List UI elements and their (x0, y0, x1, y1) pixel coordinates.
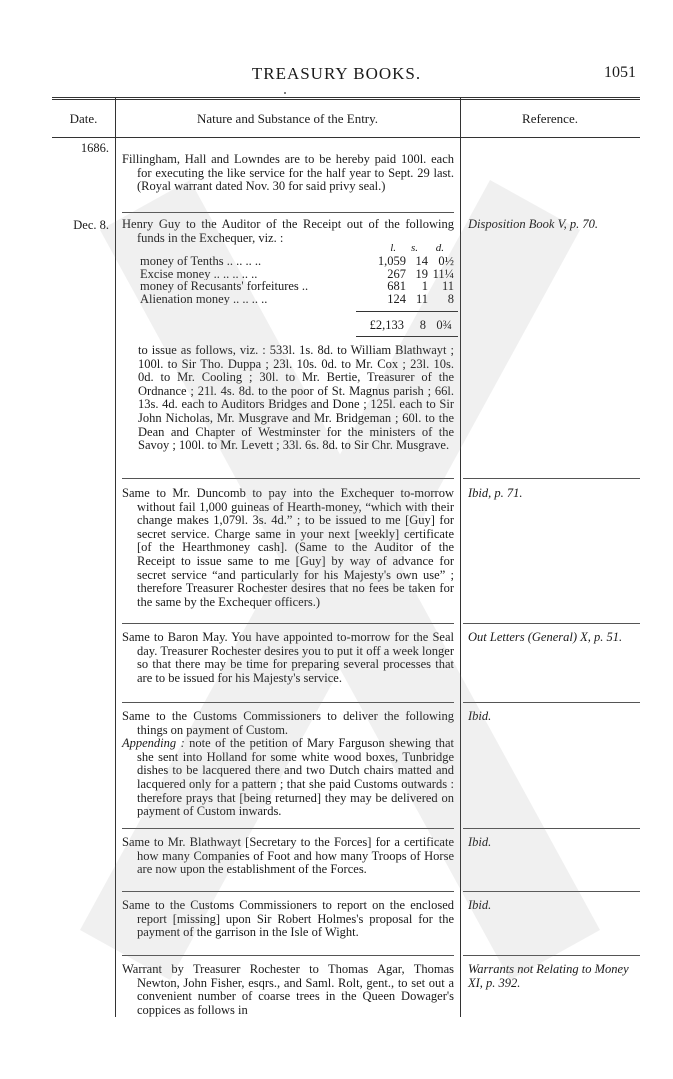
entry-divider (122, 702, 454, 703)
currency-units-header (358, 242, 458, 254)
entry-text (122, 487, 454, 609)
entry-paragraph: Fillingham, Hall and Lowndes are to be hereby paid 100l. each for executing the like service for the half year to Sept. 29 last. (Royal warrant dated Nov. 30 for said privy seal.) (122, 152, 454, 194)
fund-row (140, 280, 458, 293)
entry-text (122, 153, 454, 194)
column-header-entry: Nature and Substance of the Entry. (196, 111, 379, 126)
entry-reference (468, 899, 636, 913)
fund-pence: 8 (447, 291, 454, 306)
fund-shillings: 11 (415, 291, 428, 306)
entry-divider (122, 891, 454, 892)
reference-divider (463, 623, 640, 624)
total-pence: 0¾ (436, 318, 452, 332)
entry-text (122, 836, 454, 877)
header-dot (284, 92, 286, 94)
entry-divider (122, 955, 454, 956)
reference-text: Ibid. (468, 898, 492, 912)
entry-paragraph: Same to Baron May. You have appointed to-morrow for the Seal day. Treasurer Rochester desires you to put it off a week longer so that there may be time for preparing several processes that are to be issued for his Majesty's service. (122, 630, 454, 685)
reference-text: Warrants not Relating to Money XI, p. 392. (468, 962, 629, 990)
reference-text: Ibid. (468, 835, 492, 849)
column-header-date: Date. (69, 111, 98, 126)
entry-text (122, 963, 454, 1017)
reference-divider (463, 702, 640, 703)
reference-text: Out Letters (General) X, p. 51. (468, 630, 623, 644)
entry-reference (468, 963, 636, 990)
appending-label: Appending : (122, 736, 185, 751)
total-rule (356, 311, 458, 312)
reference-text: Ibid. (468, 709, 492, 723)
entry-paragraph: Same to the Customs Commissioners to deliver the following things on payment of Custom. (122, 709, 454, 737)
entry-paragraph: Henry Guy to the Auditor of the Receipt out of the following funds in the Exchequer, viz. : (122, 217, 454, 245)
entry-text (122, 899, 454, 940)
fund-label: money of Tenths .. .. .. .. (140, 255, 262, 268)
total-bottom-rule (356, 336, 458, 337)
fund-pounds: 681 (387, 279, 406, 294)
entry-date: Dec. 8. (73, 218, 109, 232)
table-top-rule-double (52, 99, 640, 100)
page-number: 1051 (604, 64, 636, 81)
entry-paragraph: Same to Mr. Blathwayt [Secretary to the Forces] for a certificate how many Companies of Foot and how many Troops of Horse are now upon the establishment of the Forces. (122, 835, 454, 877)
reference-text: Ibid, p. 71. (468, 486, 523, 500)
fund-pence: 11 (441, 279, 454, 294)
fund-pounds: 1,059 (377, 254, 406, 268)
entry-text (122, 710, 454, 819)
column-header-reference: Reference. (522, 111, 578, 126)
fund-row (140, 255, 458, 268)
entry-reference (468, 710, 636, 724)
total-pounds: £2,133 (369, 318, 404, 332)
fund-row (140, 268, 458, 281)
entry-divider (122, 478, 454, 479)
entry-divider (122, 623, 454, 624)
entry-divider (122, 212, 454, 213)
entry-date: 1686. (80, 141, 109, 155)
unit-shillings: s. (410, 242, 418, 254)
reference-divider (463, 955, 640, 956)
entry-reference (468, 836, 636, 850)
entry-divider (122, 828, 454, 829)
entry-paragraph: Warrant by Treasurer Rochester to Thomas Agar, Thomas Newton, John Fisher, esqrs., and Saml. Rolt, gent., to set out a convenient number of coarse trees in the Queen Dowager's coppices as follows in (122, 962, 454, 1017)
fund-pounds: 124 (387, 291, 406, 306)
fund-pounds: 267 (387, 266, 406, 281)
entry-paragraph: Same to Mr. Duncomb to pay into the Exchequer to-morrow without fail 1,000 guineas of Hearth-money, “which with their change makes 1,079l. 3s. 4d.” ; to be issued to me [Guy] for secret service. Charge same in your next [weekly] certificate [of the Hearthmoney cash]. (Same to the Auditor of the Receipt to issue same to me [Guy] by way of advance for secret service “and particularly for his Majesty's own use” ; therefore Treasurer Rochester desires that no fees be taken for the same by the Exchequer officers.) (122, 486, 454, 609)
entry-reference (468, 487, 636, 501)
column-header-rule (52, 137, 640, 138)
fund-shillings: 14 (415, 254, 428, 268)
fund-label: Excise money .. .. .. .. .. (140, 267, 258, 281)
fund-label: money of Recusants' forfeitures .. (140, 280, 309, 293)
date-column-divider (115, 97, 116, 1017)
total-shillings: 8 (419, 318, 426, 332)
fund-pence: 0½ (438, 254, 454, 268)
page-header-title: TREASURY BOOKS. (251, 64, 422, 83)
table-top-rule (52, 97, 640, 98)
reference-divider (463, 828, 640, 829)
reference-text: Disposition Book V, p. 70. (468, 217, 598, 231)
entry-paragraph: to issue as follows, viz. : 533l. 1s. 8d. to William Blathwayt ; 100l. to Sir Tho. Duppa ; 23l. 10s. 0d. to Mr. Cox ; 23l. 10s. 0d. to Mr. Cooling ; 30l. to Mr. Bertie, Treasurer of the Ordnance ; 21l. 4s. 8d. to the poor of St. Magnus parish ; 66l. 13s. 4d. each to Auditors Bridges and Done ; 125l. each to Sir John Nicholas, Mr. Musgrave and Mr. Bridgeman ; 60l. to the Dean and Chapter of Westminster for the ministers of the Savoy ; 100l. to Mr. Levett ; 33l. 6s. 8d. to Sir Chr. Musgrave. (138, 343, 454, 453)
entry-paragraph: Same to the Customs Commissioners to report on the enclosed report [missing] upon Sir Robert Holmes's proposal for the payment of the garrison in the Isle of Wight. (122, 898, 454, 940)
fund-pence: 11¼ (432, 266, 454, 281)
entry-reference (468, 218, 636, 232)
unit-pence: d. (435, 242, 444, 254)
appending-text: note of the petition of Mary Farguson shewing that she sent into Holland for some white wood boxes, Tunbridge dishes to be lacquered there and two Dutch chairs matted and lacquered only for a pattern ; that she paid Customs outwards : therefore prays that [being returned] they may be delivered on payment of Custom inwards. (137, 736, 455, 819)
fund-row (140, 293, 458, 306)
funds-total (356, 318, 458, 333)
entry-continuation (138, 344, 454, 453)
unit-pounds: l. (390, 242, 396, 254)
fund-shillings: 1 (421, 279, 428, 294)
entry-text (122, 631, 454, 685)
fund-shillings: 19 (415, 266, 428, 281)
fund-label: Alienation money .. .. .. .. (140, 292, 268, 306)
funds-list (140, 255, 458, 305)
appending-paragraph (122, 737, 454, 819)
reference-divider (463, 478, 640, 479)
reference-divider (463, 891, 640, 892)
entry-reference (468, 631, 636, 645)
reference-column-divider (460, 97, 461, 1017)
